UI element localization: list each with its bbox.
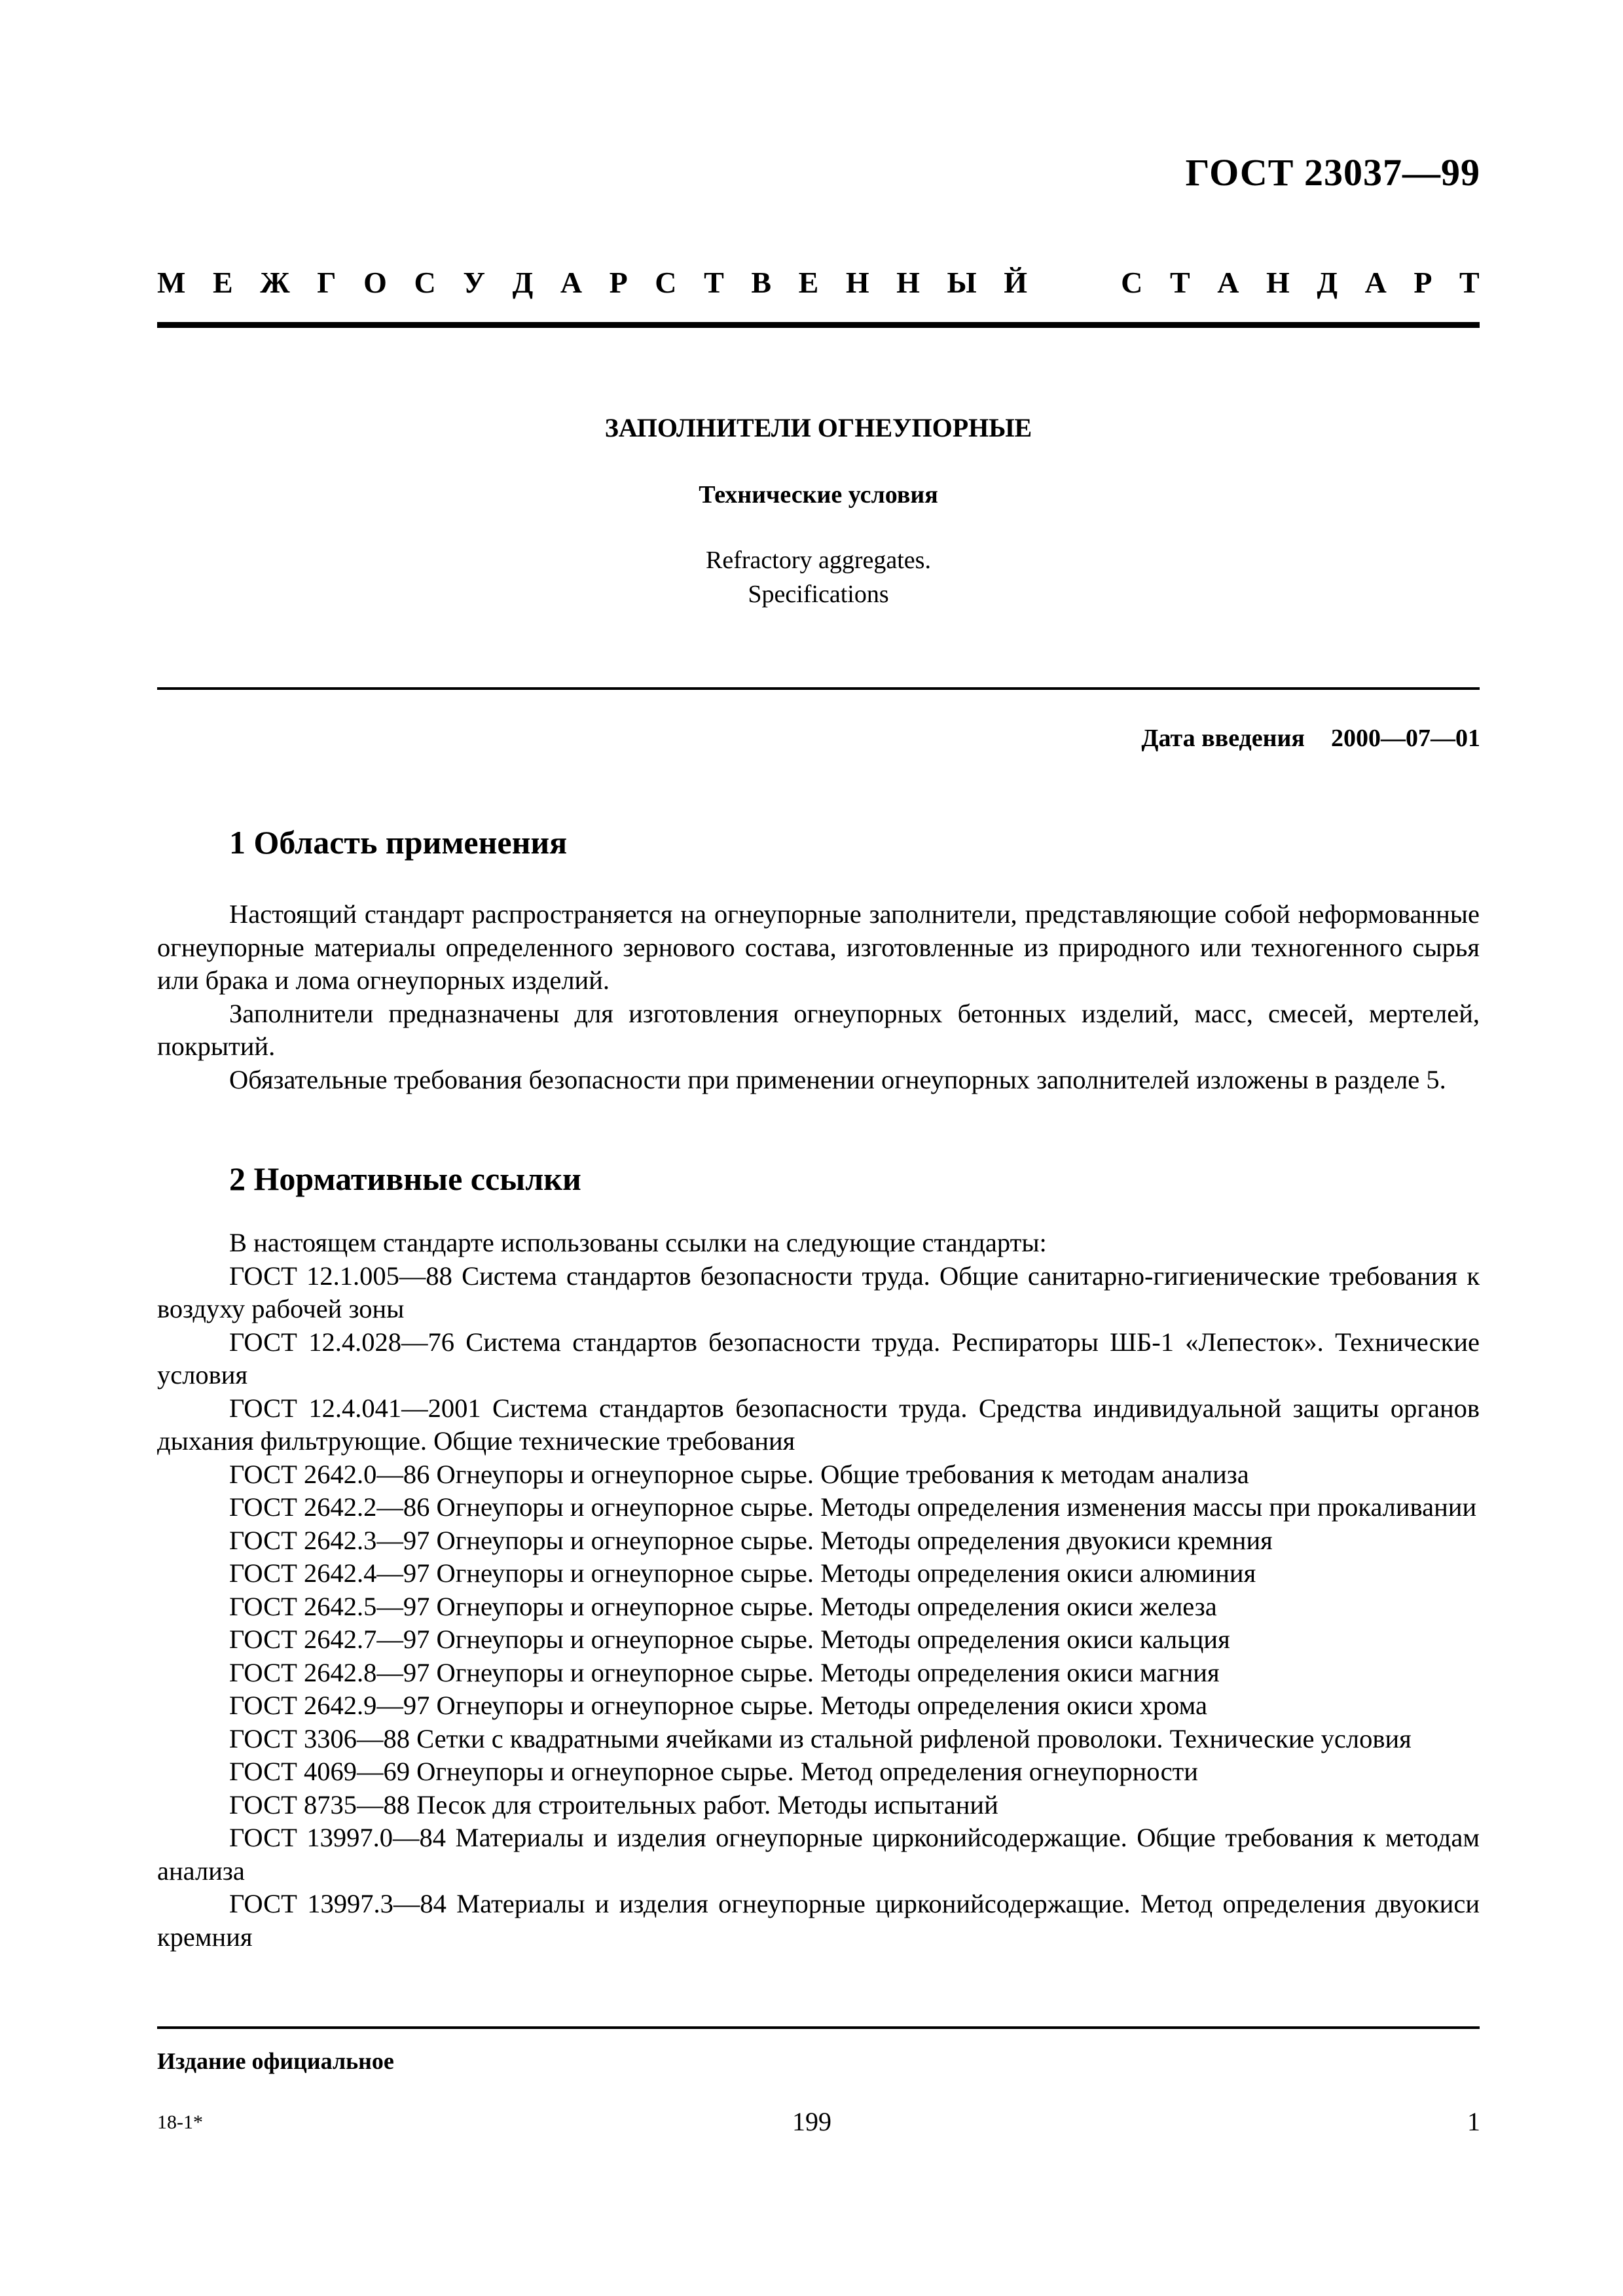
title-divider xyxy=(157,687,1480,690)
introduction-date xyxy=(1141,724,1480,753)
reference-item: ГОСТ 2642.9—97 Огнеупоры и огнеупорное сырье. Методы определения окиси хрома xyxy=(229,1691,1207,1720)
letter: Т xyxy=(1169,266,1190,299)
letter: Д xyxy=(512,266,534,299)
letter: М xyxy=(157,266,186,299)
letter: Г xyxy=(317,266,337,299)
letter: Т xyxy=(1459,266,1480,299)
introduction-date-label: Дата введения xyxy=(1141,725,1305,752)
reference-item: ГОСТ 3306—88 Сетки с квадратными ячейками из стальной рифленой проволоки. Технические условия xyxy=(229,1723,1412,1753)
reference-item: ГОСТ 12.4.041—2001 Система стандартов безопасности труда. Средства индивидуальной защиты органов дыхания фильтрующие. Общие технические требования xyxy=(157,1393,1480,1456)
letter: Е xyxy=(212,266,233,299)
letter: Р xyxy=(609,266,628,299)
section-body xyxy=(157,1227,1480,1954)
document-subtitle: Технические условия xyxy=(699,481,938,509)
letter: О xyxy=(363,266,387,299)
paragraph: Обязательные требования безопасности при применении огнеупорных заполнителей изложены в разделе 5. xyxy=(229,1064,1446,1094)
reference-item: ГОСТ 2642.5—97 Огнеупоры и огнеупорное сырье. Методы определения окиси железа xyxy=(229,1591,1217,1621)
introduction-date-value: 2000—07—01 xyxy=(1331,725,1480,752)
english-title-line: Specifications xyxy=(748,581,889,608)
letter: Н xyxy=(845,266,869,299)
letter: С xyxy=(655,266,677,299)
letter: А xyxy=(1217,266,1239,299)
section-heading: 1 Область применения xyxy=(229,824,568,861)
letter: Р xyxy=(1413,266,1432,299)
reference-item: ГОСТ 2642.2—86 Огнеупоры и огнеупорное сырье. Методы определения изменения массы при прокаливании xyxy=(229,1492,1477,1522)
reference-item: ГОСТ 13997.3—84 Материалы и изделия огнеупорные цирконийсодержащие. Метод определения двуокиси кремния xyxy=(157,1889,1480,1952)
reference-item: ГОСТ 2642.3—97 Огнеупоры и огнеупорное сырье. Методы определения двуокиси кремния xyxy=(229,1525,1273,1555)
english-title xyxy=(157,543,1480,611)
letter: Д xyxy=(1317,266,1338,299)
letter: С xyxy=(414,266,436,299)
section-heading: 2 Нормативные ссылки xyxy=(229,1160,581,1197)
reference-item: ГОСТ 13997.0—84 Материалы и изделия огнеупорные цирконийсодержащие. Общие требования к методам анализа xyxy=(157,1823,1480,1886)
collection-page-number: 199 xyxy=(792,2107,831,2136)
letter: Т xyxy=(704,266,724,299)
letter: Ы xyxy=(947,266,977,299)
header-divider xyxy=(157,322,1480,328)
reference-item: ГОСТ 12.1.005—88 Система стандартов безопасности труда. Общие санитарно-гигиенические требования к воздуху рабочей зоны xyxy=(157,1261,1480,1323)
section-body xyxy=(157,898,1480,1096)
document-title: ЗАПОЛНИТЕЛИ ОГНЕУПОРНЫЕ xyxy=(604,413,1032,442)
paragraph: Заполнители предназначены для изготовления огнеупорных бетонных изделий, масс, смесей, мертелей, покрытий. xyxy=(157,998,1480,1061)
letter: А xyxy=(560,266,583,299)
reference-item: ГОСТ 2642.7—97 Огнеупоры и огнеупорное сырье. Методы определения окиси кальция xyxy=(229,1624,1230,1654)
letter: Ж xyxy=(260,266,290,299)
word-gap xyxy=(1055,265,1094,300)
letter: В xyxy=(751,266,772,299)
reference-item: ГОСТ 4069—69 Огнеупоры и огнеупорное сырье. Метод определения огнеупорности xyxy=(229,1757,1198,1786)
page-number: 1 xyxy=(1467,2107,1480,2136)
letter: Е xyxy=(798,266,819,299)
letter: Н xyxy=(1266,266,1290,299)
reference-item: ГОСТ 2642.8—97 Огнеупоры и огнеупорное сырье. Методы определения окиси магния xyxy=(229,1657,1220,1687)
letter: С xyxy=(1121,266,1143,299)
footer-divider xyxy=(157,2026,1480,2029)
gost-number: ГОСТ 23037—99 xyxy=(1185,151,1480,194)
letter: У xyxy=(463,266,486,299)
interstate-standard-heading xyxy=(157,265,1480,300)
letter: Й xyxy=(1004,266,1028,299)
official-edition-label: Издание официальное xyxy=(157,2048,394,2074)
letter: А xyxy=(1364,266,1387,299)
english-title-line: Refractory aggregates. xyxy=(706,547,931,574)
paragraph: Настоящий стандарт распространяется на огнеупорные заполнители, представляющие собой неформованные огнеупорные материалы определенного зернового состава, изготовленные из природного или техногенного сырья или брака и лома огнеупорных изделий. xyxy=(157,899,1480,995)
reference-item: ГОСТ 12.4.028—76 Система стандартов безопасности труда. Респираторы ШБ-1 «Лепесток». Технические условия xyxy=(157,1327,1480,1390)
reference-item: ГОСТ 8735—88 Песок для строительных работ. Методы испытаний xyxy=(229,1789,998,1820)
print-code: 18-1* xyxy=(157,2111,203,2133)
reference-item: ГОСТ 2642.0—86 Огнеупоры и огнеупорное сырье. Общие требования к методам анализа xyxy=(229,1459,1249,1489)
paragraph: В настоящем стандарте использованы ссылки на следующие стандарты: xyxy=(229,1228,1047,1257)
reference-item: ГОСТ 2642.4—97 Огнеупоры и огнеупорное сырье. Методы определения окиси алюминия xyxy=(229,1558,1256,1588)
letter: Н xyxy=(896,266,920,299)
